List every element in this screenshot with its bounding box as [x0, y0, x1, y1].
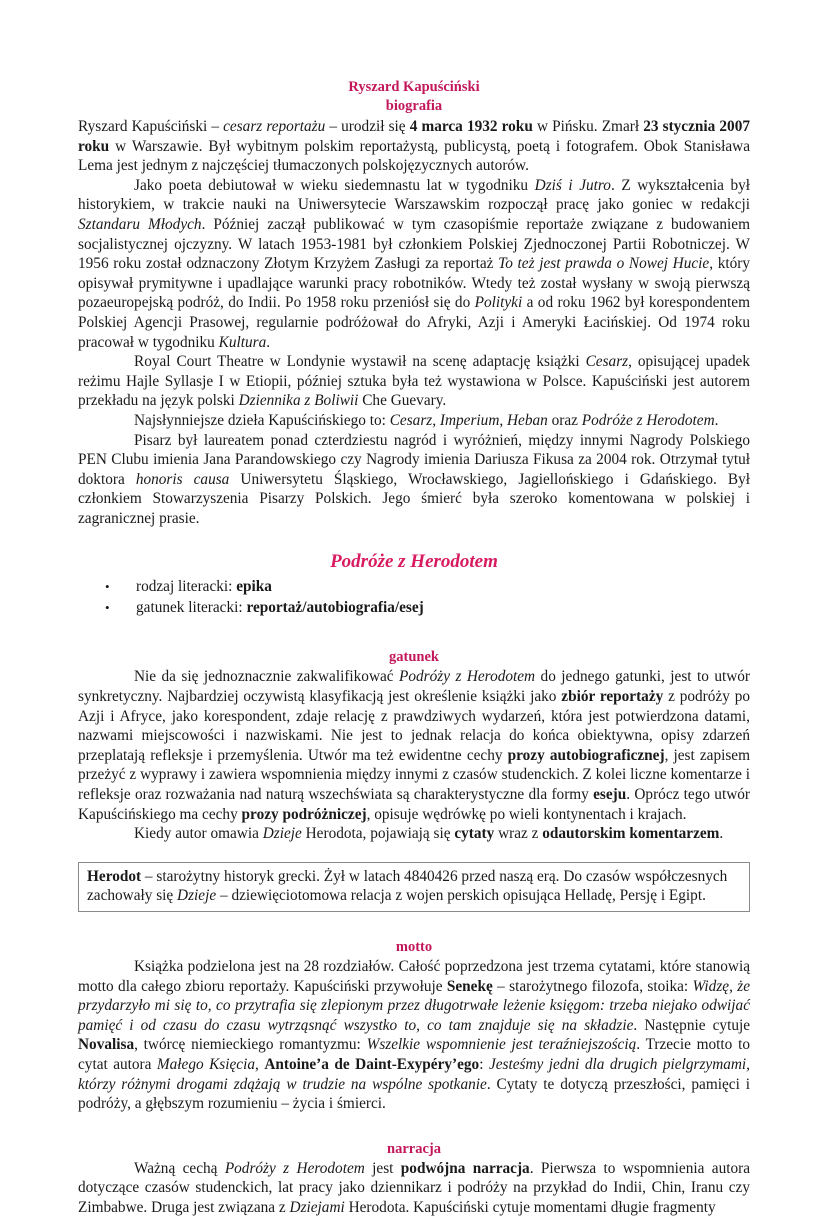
narr-s3: . Pierwsza to wspomnienia autora dotyczące czasów studenckich, lat pracy jako dziennikarz i podróży na przykład do Indii, Chin, Iranu czy Zimbabwe. Druga jest związana z — [78, 1159, 750, 1216]
bio-p4-s1: Najsłynniejsze dzieła Kapuścińskiego to: — [134, 411, 390, 429]
bio-p1-b1: 4 marca 1932 roku — [409, 118, 533, 135]
spacer — [78, 844, 750, 862]
motto-i1: Widzę, że przydarzyło mi się to, co przytrafia się zlepionym przez długotrwałe leżenie księgom: trzeba niejako odwijać pamięć i od czasu do czasu wytrząsnąć wszystko to, co tam znajduje się na składzie — [78, 977, 750, 1034]
gatunek-paragraph-2 — [78, 824, 750, 844]
herodot-infobox-text — [87, 867, 741, 906]
bio-p3-i1: Cesarz — [585, 353, 629, 371]
bio-p3-s3: Che Guevary. — [358, 392, 447, 410]
bio-p1-s1: Ryszard Kapuściński – — [78, 118, 224, 135]
motto-s1: Książka podzielona jest na 28 rozdziałów. Całość poprzedzona jest trzema cytatami, które stanowią motto dla całego zbioru reportaży. Kapuściński przywołuje — [78, 958, 750, 995]
motto-i3: Małego Księcia — [156, 1055, 255, 1073]
work-meta-list — [78, 576, 750, 618]
section-heading-gatunek: gatunek — [389, 649, 439, 666]
bio-p4-i1: Cesarz, Imperium, Heban — [389, 411, 548, 429]
meta-label-0: rodzaj literacki: — [136, 578, 237, 596]
gat-p1-s3: z podróży po Azji i Afryce, jako korespondent, zdaje relację z prawdziwych wydarzeń, która jest potwierdzona datami, nazwami miejscowości i nazwiskami. Nie jest to jednak relacja do końca obiektywna, opisy zdarzeń przeplatają refleksje i przemyślenia. Utwór ma też ewidentne cechy — [78, 688, 750, 764]
gat-p1-b2: prozy autobiograficznej — [507, 746, 665, 764]
bio-p2-s2: . Z wykształcenia był historykiem, w trakcie nauki na Uniwersytecie Warszawskim rozpoczął pracę jako goniec w redakcji — [78, 176, 750, 214]
motto-s6: , — [255, 1055, 265, 1073]
narr-s4: Herodota. Kapuściński cytuje momentami długie fragmenty — [344, 1198, 716, 1216]
gat-p1-b3: eseju — [593, 786, 627, 804]
bio-p5-s1: Pisarz był laureatem ponad czterdziestu nagród i wyróżnień, między innymi Nagrody Polskiego PEN Clubu imienia Jana Parandowskiego czy Nagrody imienia Dariusza Fikusa za 2004 rok. Otrzymał tytuł doktora — [78, 431, 750, 488]
bio-p3-s2: , opisującej upadek reżimu Hajle Syllasje I w Etiopii, później sztuka była też wystawiona w Polsce. Kapuściński jest autorem przekładu na język polski — [78, 353, 750, 410]
motto-s8: . Cytaty te dotyczą przeszłości, pamięci i podróży, a głębszym rozumieniu – życia i śmierci. — [78, 1075, 750, 1113]
motto-paragraph — [78, 957, 750, 1114]
section-heading-motto: motto — [395, 939, 433, 955]
list-item — [78, 576, 750, 597]
herodot-s2: – dziewięciotomowa relacja z wojen perskich opisująca Helladę, Persję i Egipt. — [216, 887, 706, 905]
bio-p2-i3: To też jest prawda o Nowej Hucie — [498, 255, 710, 273]
work-title: Podróże z Herodotem — [330, 551, 498, 573]
narr-i1: Podróży z Herodotem — [224, 1159, 365, 1177]
gat-p1-b4: prozy podróżniczej — [241, 805, 367, 823]
bio-p2-i5: Kultura — [218, 333, 267, 351]
motto-b3: Antoine’a de Daint-Exypéry’ego — [264, 1055, 480, 1073]
bio-p2-s4: , który opisywał prymitywne i upadlające warunki pracy robotników. Wtedy też został wysłany w swoją pierwszą pozaeuropejską podróż, do Indii. Po 1958 roku przeniósł się do — [78, 255, 750, 312]
bio-p2-s1: Jako poeta debiutował w wieku siedemnastu lat w tygodniku — [134, 176, 535, 194]
gat-p2-b2: odautorskim komentarzem — [542, 825, 720, 843]
biography-paragraph-1 — [78, 117, 750, 176]
bio-p1-s3: w Pińsku. Zmarł — [532, 118, 644, 135]
bio-p4-i2: Podróże z Herodotem — [581, 411, 715, 429]
gat-p2-s1: Kiedy autor omawia — [134, 825, 263, 843]
gat-p1-s2: do jednego gatunki, jest to utwór synkretyczny. Najbardziej oczywistą klasyfikacją jest określenie książki jako — [78, 668, 751, 706]
page-title: Ryszard Kapuściński — [348, 79, 480, 95]
spacer — [78, 528, 750, 550]
bio-p1-b2: 23 stycznia 2007 roku — [78, 118, 751, 155]
herodot-s1: – starożytny historyk grecki. Żył w latach 4840426 przed naszą erą. Do czasów współczesnych zachowały się — [87, 867, 728, 905]
bio-p3-i2: Dziennika z Boliwii — [238, 392, 359, 410]
motto-s5: . Trzecie motto to cytat autora — [78, 1036, 750, 1073]
bio-p2-i4: Polityki — [474, 294, 523, 312]
narr-b1: podwójna narracja — [400, 1159, 530, 1177]
gat-p2-i1: Dzieje — [262, 825, 302, 843]
bio-p2-s5: a od roku 1962 był korespondentem Polskiej Agencji Prasowej, regularnie podróżował do Afryki, Azji i Ameryki Łacińskiej. Od 1974 roku pracował w tygodniku — [78, 294, 750, 351]
bio-p1-s2: – urodził się — [325, 118, 410, 135]
gat-p1-b1: zbiór reportaży — [561, 688, 664, 706]
bio-p2-s3: . Później zaczął publikować w tym czasopiśmie reportaże związane z budowaniem socjalistycznej ojczyzny. W latach 1953-1981 był członkiem Polskiej Zjednoczonej Partii Robotniczej. W 1956 roku został odznaczony Złotym Krzyżem Zasługi za reportaż — [78, 215, 750, 273]
motto-b1: Senekę — [446, 977, 493, 995]
narr-s1: Ważną cechą — [134, 1159, 225, 1177]
bio-p2-s6: . — [266, 333, 271, 351]
gat-p1-s1: Nie da się jednoznacznie zakwalifikować — [134, 668, 400, 686]
meta-value-1: reportaż/autobiografia/esej — [246, 599, 424, 617]
motto-i4: Jesteśmy jedni dla drugich pielgrzymami, którzy różnymi drogami zdążają w trudzie na wspólne spotkanie — [78, 1055, 751, 1093]
motto-b2: Novalisa — [78, 1036, 135, 1054]
herodot-infobox — [78, 862, 750, 912]
gat-p1-i1: Podróży z Herodotem — [399, 668, 536, 686]
bio-p5-i1: honoris causa — [135, 470, 230, 488]
gat-p2-s2: Herodota, pojawiają się — [301, 825, 455, 843]
bio-p4-s2: oraz — [547, 411, 582, 429]
gat-p2-s4: . — [719, 825, 724, 843]
spacer — [78, 618, 750, 648]
bio-p3-s1: Royal Court Theatre w Londynie wystawił na scenę adaptację książki — [134, 353, 586, 371]
biography-paragraph-4 — [78, 411, 750, 431]
biography-paragraph-5 — [78, 431, 750, 529]
herodot-term: Herodot — [87, 867, 142, 885]
motto-s2: – starożytnego filozofa, stoika: — [492, 977, 693, 995]
biography-paragraph-2 — [78, 176, 750, 352]
narr-s2: jest — [364, 1159, 401, 1177]
biography-paragraph-3 — [78, 352, 750, 411]
motto-i2: Wszelkie wspomnienie jest teraźniejszością — [366, 1036, 637, 1054]
spacer — [78, 1114, 750, 1140]
bio-p2-i1: Dziś i Jutro — [534, 176, 611, 194]
motto-s3: . Następnie cytuje — [633, 1016, 751, 1034]
gatunek-paragraph-1 — [78, 667, 750, 824]
herodot-i1: Dzieje — [177, 887, 217, 905]
gat-p1-s6: , opisuje wędrówkę po wieli kontynentach i krajach. — [366, 805, 687, 823]
gat-p2-s3: wraz z — [494, 825, 543, 843]
bio-p1-i1: cesarz reportażu — [223, 118, 326, 135]
motto-s4: , twórcę niemieckiego romantyzmu: — [134, 1036, 367, 1054]
narr-i2: Dziejami — [289, 1198, 345, 1216]
gat-p2-b1: cytaty — [454, 825, 495, 843]
bio-p4-s3: . — [714, 411, 719, 429]
list-item — [78, 597, 750, 618]
page-subtitle: biografia — [385, 98, 443, 114]
bio-p2-i2: Sztandaru Młodych — [78, 215, 202, 233]
meta-value-0: epika — [236, 578, 272, 596]
spacer — [78, 912, 750, 938]
gat-p1-s5: . Oprócz tego utwór Kapuścińskiego ma cechy — [78, 786, 750, 823]
section-heading-narracja: narracja — [387, 1140, 441, 1157]
bio-p5-s2: Uniwersytetu Śląskiego, Wrocławskiego, Jagiellońskiego i Gdańskiego. Był członkiem Stowarzyszenia Pisarzy Polskich. Jego śmierć była szeroko komentowana w polskiej i zagranicznej prasie. — [78, 470, 750, 527]
narracja-paragraph — [78, 1159, 750, 1218]
bio-p1-s4: w Warszawie. Był wybitnym polskim reportażystą, publicystą, poetą i fotografem. Obok Stanisława Lema jest jednym z najczęściej tłumaczonych polskojęzycznych autorów. — [78, 137, 750, 175]
meta-label-1: gatunek literacki: — [136, 599, 247, 617]
motto-s7: : — [479, 1055, 489, 1073]
gat-p1-s4: , jest zapisem przeżyć z wyprawy i zawiera wspomnienia między innymi z czasów studenckich. Z kolei liczne komentarze i refleksje oraz rozważania nad naturą wszechświata są charakterystyczne dla formy — [78, 746, 750, 804]
